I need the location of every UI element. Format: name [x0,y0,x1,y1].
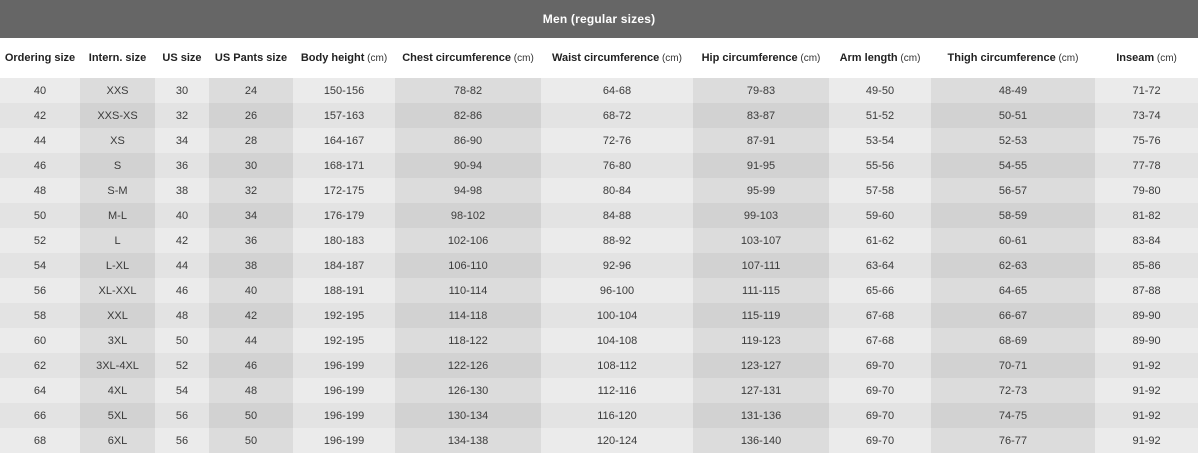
table-cell: 112-116 [541,378,693,403]
table-cell: 92-96 [541,253,693,278]
table-row [0,253,1198,278]
table-cell: 68-72 [541,103,693,128]
table-cell: 51-52 [829,103,931,128]
table-cell: 123-127 [693,353,829,378]
table-cell: 34 [155,128,209,153]
table-cell: 70-71 [931,353,1095,378]
table-cell: 28 [209,128,293,153]
table-body [0,78,1198,453]
table-row [0,103,1198,128]
table-cell: 180-183 [293,228,395,253]
table-cell: 108-112 [541,353,693,378]
table-cell: 49-50 [829,78,931,103]
table-cell: 68 [0,428,80,453]
table-cell: 48 [155,303,209,328]
table-cell: 91-92 [1095,428,1198,453]
table-cell: 79-80 [1095,178,1198,203]
table-cell: 131-136 [693,403,829,428]
table-row [0,203,1198,228]
table-cell: 59-60 [829,203,931,228]
column-header-7 [693,38,829,78]
table-cell: 196-199 [293,428,395,453]
table-cell: 67-68 [829,303,931,328]
table-cell: 6XL [80,428,155,453]
column-header-label: Thigh circumference [947,52,1056,64]
table-cell: 58 [0,303,80,328]
table-cell: 38 [209,253,293,278]
table-cell: 56-57 [931,178,1095,203]
column-header-label: Hip circumference [701,52,798,64]
table-cell: 34 [209,203,293,228]
table-cell: 66 [0,403,80,428]
column-header-5 [395,38,541,78]
table-cell: 87-88 [1095,278,1198,303]
column-header-10 [1095,38,1198,78]
table-cell: S [80,153,155,178]
table-cell: 48-49 [931,78,1095,103]
table-cell: 83-84 [1095,228,1198,253]
table-cell: 88-92 [541,228,693,253]
table-cell: 38 [155,178,209,203]
table-cell: 196-199 [293,353,395,378]
column-header-unit: (cm) [364,53,388,64]
table-cell: 44 [0,128,80,153]
table-cell: 42 [155,228,209,253]
table-row [0,428,1198,453]
column-header-label: Ordering size [4,52,76,64]
table-cell: 110-114 [395,278,541,303]
table-cell: 99-103 [693,203,829,228]
table-cell: 120-124 [541,428,693,453]
table-cell: 5XL [80,403,155,428]
table-cell: 48 [209,378,293,403]
table-cell: 46 [209,353,293,378]
table-cell: 64-65 [931,278,1095,303]
table-cell: 64-68 [541,78,693,103]
table-cell: XXL [80,303,155,328]
table-cell: 68-69 [931,328,1095,353]
table-cell: 126-130 [395,378,541,403]
column-header-label: Body height [300,52,365,64]
table-row [0,278,1198,303]
table-cell: 150-156 [293,78,395,103]
table-cell: 66-67 [931,303,1095,328]
table-cell: 32 [155,103,209,128]
table-row [0,178,1198,203]
table-cell: 26 [209,103,293,128]
page-title: Men (regular sizes) [0,0,1198,38]
table-cell: 184-187 [293,253,395,278]
column-header-label: Intern. size [88,52,147,64]
table-cell: 46 [0,153,80,178]
table-cell: 50 [209,428,293,453]
table-cell: 52 [0,228,80,253]
table-cell: 73-74 [1095,103,1198,128]
table-cell: 57-58 [829,178,931,203]
table-cell: 196-199 [293,403,395,428]
column-header-1 [80,38,155,78]
table-cell: 118-122 [395,328,541,353]
table-row [0,328,1198,353]
table-cell: 79-83 [693,78,829,103]
table-cell: 52-53 [931,128,1095,153]
table-cell: L-XL [80,253,155,278]
table-cell: XS [80,128,155,153]
column-header-label: Arm length [839,52,898,64]
table-cell: 76-80 [541,153,693,178]
table-cell: 40 [0,78,80,103]
table-cell: 44 [209,328,293,353]
table-cell: 89-90 [1095,303,1198,328]
table-cell: 192-195 [293,328,395,353]
table-cell: 84-88 [541,203,693,228]
table-row [0,403,1198,428]
table-cell: 95-99 [693,178,829,203]
table-cell: 77-78 [1095,153,1198,178]
table-cell: 111-115 [693,278,829,303]
table-cell: 83-87 [693,103,829,128]
column-header-unit: (cm) [897,53,921,64]
table-cell: 50 [209,403,293,428]
table-cell: 60 [0,328,80,353]
table-cell: 119-123 [693,328,829,353]
table-cell: 122-126 [395,353,541,378]
column-header-unit: (cm) [1055,53,1079,64]
table-cell: 87-91 [693,128,829,153]
table-cell: 50 [0,203,80,228]
table-cell: 69-70 [829,378,931,403]
table-cell: 157-163 [293,103,395,128]
table-cell: 71-72 [1095,78,1198,103]
table-cell: 91-92 [1095,353,1198,378]
table-cell: XXS-XS [80,103,155,128]
column-header-unit: (cm) [797,53,821,64]
table-cell: 32 [209,178,293,203]
table-cell: 164-167 [293,128,395,153]
table-row [0,153,1198,178]
table-cell: 91-92 [1095,378,1198,403]
table-cell: 54-55 [931,153,1095,178]
table-cell: 30 [209,153,293,178]
table-cell: 115-119 [693,303,829,328]
table-cell: 86-90 [395,128,541,153]
table-cell: 134-138 [395,428,541,453]
table-row [0,353,1198,378]
table-cell: 136-140 [693,428,829,453]
column-header-4 [293,38,395,78]
table-cell: 53-54 [829,128,931,153]
table-cell: 103-107 [693,228,829,253]
table-row [0,128,1198,153]
table-cell: 50-51 [931,103,1095,128]
table-cell: 48 [0,178,80,203]
table-cell: 90-94 [395,153,541,178]
table-cell: 188-191 [293,278,395,303]
table-cell: 96-100 [541,278,693,303]
table-cell: 72-73 [931,378,1095,403]
column-header-label: Waist circumference [552,52,660,64]
table-cell: 30 [155,78,209,103]
table-cell: 104-108 [541,328,693,353]
table-cell: 50 [155,328,209,353]
column-header-label: Inseam [1116,52,1155,64]
table-row [0,378,1198,403]
column-header-3 [209,38,293,78]
table-cell: 62 [0,353,80,378]
table-title-row [0,0,1198,38]
table-cell: 60-61 [931,228,1095,253]
table-cell: 94-98 [395,178,541,203]
table-cell: 24 [209,78,293,103]
table-cell: 168-171 [293,153,395,178]
table-cell: 65-66 [829,278,931,303]
table-cell: 76-77 [931,428,1095,453]
table-cell: 56 [0,278,80,303]
table-cell: 36 [155,153,209,178]
table-cell: 63-64 [829,253,931,278]
table-cell: XL-XXL [80,278,155,303]
table-cell: 91-95 [693,153,829,178]
table-cell: 67-68 [829,328,931,353]
table-cell: 36 [209,228,293,253]
table-cell: 52 [155,353,209,378]
column-header-8 [829,38,931,78]
table-cell: 42 [209,303,293,328]
table-cell: 56 [155,403,209,428]
column-header-label: US size [162,52,202,64]
column-header-unit: (cm) [659,53,682,64]
table-cell: 69-70 [829,353,931,378]
table-cell: 40 [209,278,293,303]
table-cell: 114-118 [395,303,541,328]
table-cell: 75-76 [1095,128,1198,153]
table-cell: 80-84 [541,178,693,203]
table-cell: 72-76 [541,128,693,153]
table-cell: 3XL-4XL [80,353,155,378]
table-cell: S-M [80,178,155,203]
table-cell: 85-86 [1095,253,1198,278]
column-header-0 [0,38,80,78]
table-cell: XXS [80,78,155,103]
table-cell: 81-82 [1095,203,1198,228]
table-cell: 4XL [80,378,155,403]
table-row [0,78,1198,103]
table-cell: 3XL [80,328,155,353]
table-cell: 127-131 [693,378,829,403]
table-cell: 192-195 [293,303,395,328]
table-cell: 58-59 [931,203,1095,228]
table-cell: 56 [155,428,209,453]
table-cell: M-L [80,203,155,228]
table-cell: 102-106 [395,228,541,253]
table-cell: 107-111 [693,253,829,278]
table-cell: 44 [155,253,209,278]
table-header-row [0,38,1198,78]
table-cell: 40 [155,203,209,228]
table-cell: 42 [0,103,80,128]
table-cell: 89-90 [1095,328,1198,353]
column-header-unit: (cm) [1154,53,1177,64]
column-header-label: US Pants size [214,52,288,64]
column-header-6 [541,38,693,78]
table-cell: 116-120 [541,403,693,428]
table-cell: 54 [0,253,80,278]
table-cell: 55-56 [829,153,931,178]
table-cell: 61-62 [829,228,931,253]
table-row [0,228,1198,253]
table-cell: 54 [155,378,209,403]
table-cell: 172-175 [293,178,395,203]
table-cell: 82-86 [395,103,541,128]
table-cell: 106-110 [395,253,541,278]
column-header-9 [931,38,1095,78]
table-cell: 100-104 [541,303,693,328]
column-header-2 [155,38,209,78]
table-row [0,303,1198,328]
table-cell: 98-102 [395,203,541,228]
table-cell: 46 [155,278,209,303]
table-cell: 69-70 [829,428,931,453]
table-cell: 176-179 [293,203,395,228]
table-cell: L [80,228,155,253]
table-cell: 91-92 [1095,403,1198,428]
table-cell: 78-82 [395,78,541,103]
column-header-unit: (cm) [511,53,534,64]
column-header-label: Chest circumference [402,52,512,64]
table-cell: 130-134 [395,403,541,428]
table-cell: 69-70 [829,403,931,428]
table-cell: 74-75 [931,403,1095,428]
table-cell: 196-199 [293,378,395,403]
table-cell: 64 [0,378,80,403]
table-cell: 62-63 [931,253,1095,278]
